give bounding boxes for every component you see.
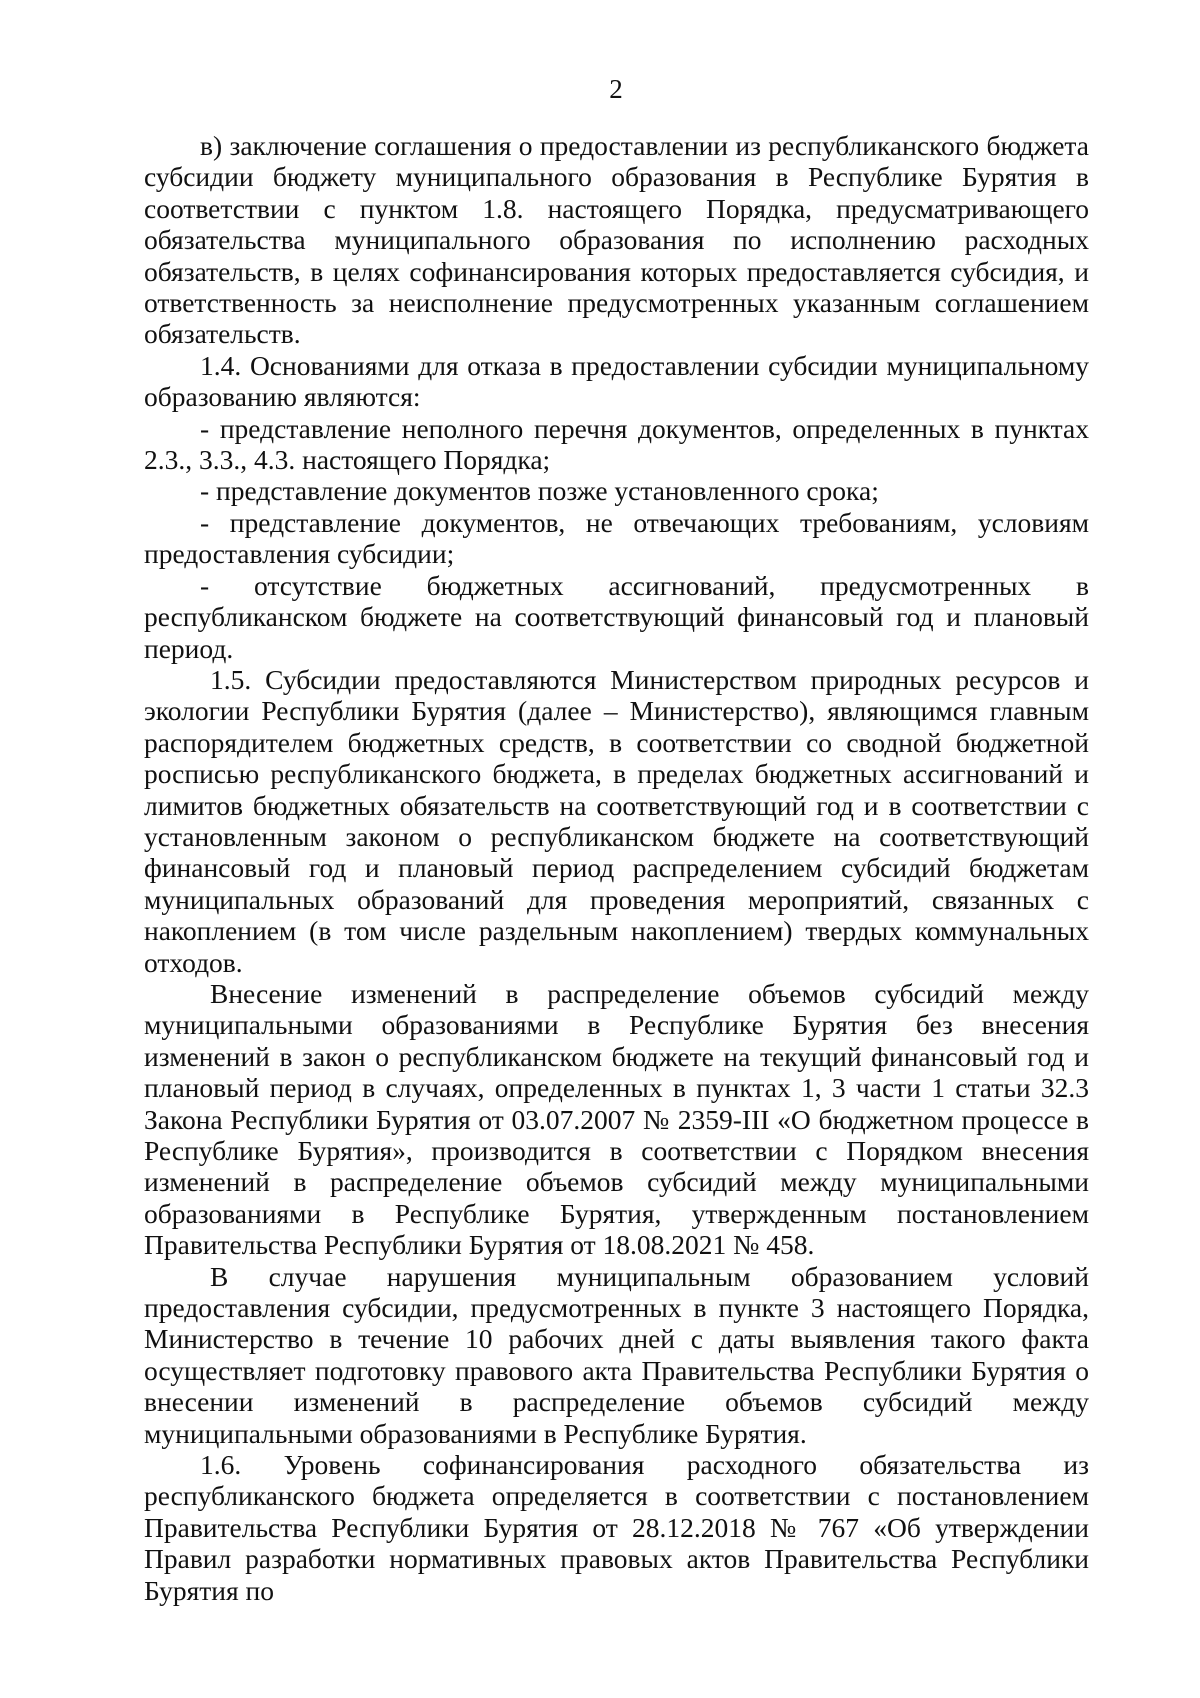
paragraph-1-4-item-late-documents: - представление документов позже установленного срока;	[200, 475, 879, 507]
paragraph-1-5-redistribution: Внесение изменений в распределение объемов субсидий между муниципальными образованиями в Республике Бурятия без внесения изменений в закон о республиканском бюджете на текущий финансовый год и плановый период в случаях, определенных в пунктах 1, 3 части 1 статьи 32.3 Закона Республики Бурятия от 03.07.2007 № 2359-III «О бюджетном процессе в Республике Бурятия», производится в соответствии с Порядком внесения изменений в распределение объемов субсидий между муниципальными образованиями в Республике Бурятия, утвержденным постановлением Правительства Республики Бурятия от 18.08.2021 № 458.	[144, 977, 1089, 1261]
paragraph-1-4-item-incomplete-documents: - представление неполного перечня документов, определенных в пунктах 2.3., 3.3., 4.3. настоящего Порядка;	[144, 412, 1089, 476]
paragraph-1-4: 1.4. Основаниями для отказа в предоставлении субсидии муниципальному образованию являются:	[144, 349, 1089, 413]
paragraph-1-4-item-noncompliant-documents: - представление документов, не отвечающих требованиям, условиям предоставления субсидии;	[144, 506, 1089, 570]
paragraph-1-5-violation: В случае нарушения муниципальным образованием условий предоставления субсидии, предусмотренных в пункте 3 настоящего Порядка, Министерство в течение 10 рабочих дней с даты выявления такого факта осуществляет подготовку правового акта Правительства Республики Бурятия о внесении изменений в распределение объемов субсидий между муниципальными образованиями в Республике Бурятия.	[144, 1260, 1089, 1449]
paragraph-1-4-item-no-allocations: - отсутствие бюджетных ассигнований, предусмотренных в республиканском бюджете на соответствующий финансовый год и плановый период.	[144, 569, 1089, 664]
document-body	[144, 130, 1089, 1606]
paragraph-v: в) заключение соглашения о предоставлении из республиканского бюджета субсидии бюджету муниципального образования в Республике Бурятия в соответствии с пунктом 1.8. настоящего Порядка, предусматривающего обязательства муниципального образования по исполнению расходных обязательств, в целях софинансирования которых предоставляется субсидия, и ответственность за неисполнение предусмотренных указанным соглашением обязательств.	[144, 130, 1089, 350]
paragraph-1-5: 1.5. Субсидии предоставляются Министерством природных ресурсов и экологии Республики Бурятия (далее – Министерство), являющимся главным распорядителем бюджетных средств, в соответствии со сводной бюджетной росписью республиканского бюджета, в пределах бюджетных ассигнований и лимитов бюджетных обязательств на соответствующий год и в соответствии с установленным законом о республиканском бюджете на соответствующий финансовый год и плановый период распределением субсидий бюджетам муниципальных образований для проведения мероприятий, связанных с накоплением (в том числе раздельным накоплением) твердых коммунальных отходов.	[144, 663, 1089, 978]
page-number: 2	[609, 74, 623, 104]
paragraph-1-6: 1.6. Уровень софинансирования расходного обязательства из республиканского бюджета определяется в соответствии с постановлением Правительства Республики Бурятия от 28.12.2018 № 767 «Об утверждении Правил разработки нормативных правовых актов Правительства Республики Бурятия по	[144, 1449, 1089, 1606]
